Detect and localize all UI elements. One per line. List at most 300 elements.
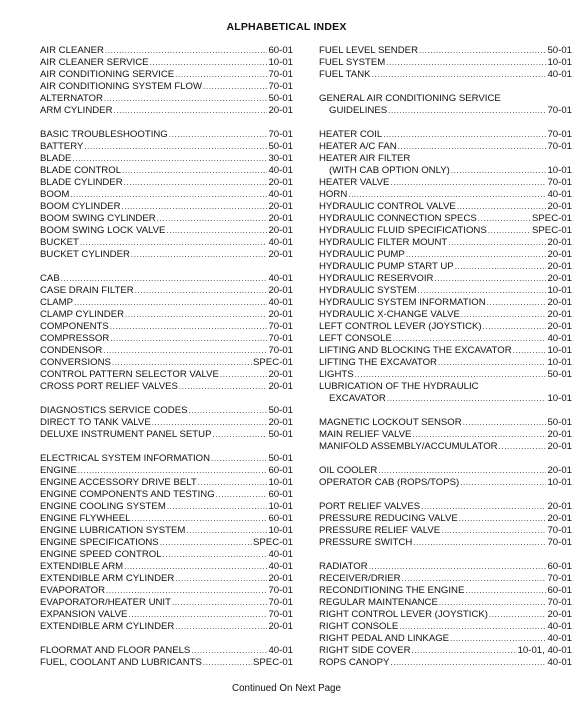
index-entry-page: 50-01 <box>268 93 293 104</box>
index-entry <box>40 525 293 537</box>
index-entry-page: 20-01 <box>547 273 572 284</box>
index-entry-topic: HYDRAULIC PUMP START UP <box>319 261 454 272</box>
index-entry-topic: ENGINE COOLING SYSTEM <box>40 501 166 512</box>
index-entry <box>40 369 293 381</box>
index-entry-topic: ENGINE LUBRICATION SYSTEM <box>40 525 186 536</box>
index-entry <box>319 285 572 297</box>
index-entry <box>40 321 293 333</box>
index-entry <box>319 561 572 573</box>
index-entry-page: 20-01 <box>268 249 293 260</box>
index-entry <box>40 129 293 141</box>
index-entry-topic: RADIATOR <box>319 561 368 572</box>
index-entry <box>40 465 293 477</box>
dot-leader <box>383 129 546 141</box>
index-entry <box>319 141 572 153</box>
dot-leader <box>463 417 547 429</box>
index-entry-page: 10-01 <box>547 285 572 296</box>
dot-leader <box>186 525 267 537</box>
index-entry-page: 20-01 <box>547 441 572 452</box>
dot-leader <box>104 93 268 105</box>
index-entry <box>319 225 572 237</box>
index-entry-page: 70-01 <box>268 129 293 140</box>
dot-leader <box>216 489 268 501</box>
index-entry-page: 40-01 <box>268 165 293 176</box>
index-entry-page: 70-01 <box>547 597 572 608</box>
index-entry-page: 60-01 <box>268 45 293 56</box>
index-entry-topic: AIR CONDITIONING SYSTEM FLOW <box>40 81 203 92</box>
index-entry-topic: RECEIVER/DRIER <box>319 573 401 584</box>
index-entry-topic: BLADE CONTROL <box>40 165 122 176</box>
index-entry-topic: HYDRAULIC SYSTEM <box>319 285 417 296</box>
index-entry-topic: AIR CONDITIONING SERVICE <box>40 69 175 80</box>
index-entry-page: 70-01 <box>547 105 572 116</box>
index-entry-topic: HYDRAULIC CONTROL VALVE <box>319 201 456 212</box>
dot-leader <box>106 585 267 597</box>
index-entry-page: 60-01 <box>547 561 572 572</box>
index-entry-page: 40-01 <box>547 633 572 644</box>
index-entry <box>319 633 572 645</box>
dot-leader <box>125 309 267 321</box>
index-entry-topic: BUCKET CYLINDER <box>40 249 130 260</box>
dot-leader <box>465 585 546 597</box>
dot-leader <box>80 237 268 249</box>
index-entry-topic: PRESSURE SWITCH <box>319 537 413 548</box>
index-entry-topic: BOOM <box>40 189 70 200</box>
index-entry-page: SPEC-01 <box>532 225 572 236</box>
index-entry-page: 40-01 <box>268 645 293 656</box>
index-entry-page: 20-01 <box>268 225 293 236</box>
index-entry <box>40 141 293 153</box>
index-entry <box>319 381 572 393</box>
index-entry-page: 60-01 <box>547 585 572 596</box>
index-entry-topic: CONDENSOR <box>40 345 103 356</box>
index-entry-topic: MAIN RELIEF VALVE <box>319 429 412 440</box>
index-entry-page: 70-01 <box>268 345 293 356</box>
index-entry-page: 40-01 <box>547 621 572 632</box>
index-entry <box>40 237 293 249</box>
index-entry-page: 40-01 <box>268 561 293 572</box>
index-entry-topic: RIGHT PEDAL AND LINKAGE <box>319 633 450 644</box>
index-entry-page: 20-01 <box>547 609 572 620</box>
index-entry-topic: ENGINE <box>40 465 77 476</box>
index-entry-topic: ENGINE COMPONENTS AND TESTING <box>40 489 215 500</box>
index-entry-topic: GENERAL AIR CONDITIONING SERVICE <box>319 93 501 104</box>
index-entry <box>40 477 293 489</box>
index-entry-page: 20-01 <box>268 285 293 296</box>
index-entry <box>40 225 293 237</box>
dot-leader <box>212 429 267 441</box>
index-entry <box>319 501 572 513</box>
index-entry <box>40 333 293 345</box>
index-entry-topic: CLAMP <box>40 297 74 308</box>
index-entry <box>319 273 572 285</box>
index-entry-topic: LEFT CONTROL LEVER (JOYSTICK) <box>319 321 482 332</box>
dot-leader <box>419 45 546 57</box>
index-entry-topic: OIL COOLER <box>319 465 378 476</box>
index-entry-page: 40-01 <box>547 333 572 344</box>
index-entry <box>319 525 572 537</box>
index-entry <box>40 213 293 225</box>
index-entry <box>319 57 572 69</box>
index-entry <box>40 657 293 669</box>
index-entry <box>40 429 293 441</box>
index-entry-page: 20-01 <box>547 201 572 212</box>
index-entry <box>319 249 572 261</box>
dot-leader <box>70 189 267 201</box>
index-entry-page: 70-01 <box>547 141 572 152</box>
index-entry-topic: HORN <box>319 189 348 200</box>
index-entry-page: 40-01 <box>268 297 293 308</box>
index-entry <box>40 381 293 393</box>
index-entry-topic: CLAMP CYLINDER <box>40 309 125 320</box>
index-entry-page: 70-01 <box>268 585 293 596</box>
index-entry-page: 40-01 <box>547 69 572 80</box>
dot-leader <box>451 165 547 177</box>
dot-leader <box>172 597 268 609</box>
index-entry <box>40 537 293 549</box>
dot-leader <box>122 201 268 213</box>
dot-leader <box>434 273 546 285</box>
index-entry <box>40 621 293 633</box>
index-entry <box>40 93 293 105</box>
index-entry <box>40 297 293 309</box>
index-entry-topic: HEATER A/C FAN <box>319 141 397 152</box>
index-entry <box>40 489 293 501</box>
index-entry <box>319 477 572 489</box>
index-column-left <box>40 45 293 669</box>
index-entry <box>40 597 293 609</box>
dot-leader <box>84 141 267 153</box>
index-entry-page: 20-01 <box>547 513 572 524</box>
dot-leader <box>169 129 268 141</box>
index-entry-page: 20-01 <box>547 297 572 308</box>
index-entry-page: 60-01 <box>268 465 293 476</box>
index-entry-page: 20-01 <box>268 201 293 212</box>
index-entry <box>319 573 572 585</box>
dot-leader <box>439 597 547 609</box>
index-entry <box>319 69 572 81</box>
index-entry-topic: HEATER COIL <box>319 129 383 140</box>
index-entry-topic: HYDRAULIC FILTER MOUNT <box>319 237 448 248</box>
index-entry <box>40 57 293 69</box>
index-entry <box>319 261 572 273</box>
index-entry <box>319 345 572 357</box>
index-entry-topic: REGULAR MAINTENANCE <box>319 597 438 608</box>
index-entry-page: 70-01 <box>268 609 293 620</box>
dot-leader <box>372 69 547 81</box>
index-entry-topic: BOOM SWING LOCK VALVE <box>40 225 166 236</box>
dot-leader <box>124 561 267 573</box>
dot-leader <box>150 57 268 69</box>
dot-leader <box>438 357 546 369</box>
index-entry-topic: CAB <box>40 273 60 284</box>
index-entry <box>40 501 293 513</box>
index-entry-page: 70-01 <box>268 597 293 608</box>
index-entry-topic: COMPRESSOR <box>40 333 110 344</box>
index-entry <box>319 597 572 609</box>
index-entry <box>319 465 572 477</box>
dot-leader <box>441 525 546 537</box>
dot-leader <box>124 177 268 189</box>
dot-leader <box>487 297 547 309</box>
index-entry-page: 20-01 <box>547 501 572 512</box>
dot-leader <box>390 177 546 189</box>
index-entry-topic: LIFTING THE EXCAVATOR <box>319 357 437 368</box>
index-entry-topic: LIFTING AND BLOCKING THE EXCAVATOR <box>319 345 512 356</box>
dot-leader <box>110 333 267 345</box>
index-entry-topic: HEATER AIR FILTER <box>319 153 411 164</box>
dot-leader <box>179 381 268 393</box>
dot-leader <box>131 513 267 525</box>
dot-leader <box>211 453 267 465</box>
dot-leader <box>166 225 267 237</box>
index-entry-page: 20-01 <box>268 573 293 584</box>
dot-leader <box>355 369 547 381</box>
index-entry <box>319 237 572 249</box>
index-entry-page: 20-01 <box>547 321 572 332</box>
index-entry-topic: DIAGNOSTICS SERVICE CODES <box>40 405 188 416</box>
dot-leader <box>402 573 547 585</box>
index-entry <box>319 537 572 549</box>
index-entry-topic: EVAPORATOR <box>40 585 106 596</box>
index-entry <box>40 189 293 201</box>
index-entry-topic: PRESSURE REDUCING VALVE <box>319 513 458 524</box>
index-entry-topic: ARM CYLINDER <box>40 105 113 116</box>
dot-leader <box>489 609 546 621</box>
index-entry-topic: BOOM SWING CYLINDER <box>40 213 156 224</box>
index-entry <box>40 81 293 93</box>
index-entry-page: 70-01 <box>268 69 293 80</box>
index-entry <box>40 549 293 561</box>
index-entry-page: 10-01 <box>547 345 572 356</box>
index-entry-topic: HYDRAULIC X-CHANGE VALVE <box>319 309 460 320</box>
index-entry-page: 10-01 <box>268 57 293 68</box>
index-entry-topic: BUCKET <box>40 237 79 248</box>
dot-leader <box>198 477 268 489</box>
index-entry <box>319 189 572 201</box>
dot-leader <box>412 429 546 441</box>
index-entry <box>40 513 293 525</box>
index-entry-topic: RIGHT CONTROL LEVER (JOYSTICK) <box>319 609 488 620</box>
dot-leader <box>167 501 268 513</box>
index-entry-page: 50-01 <box>547 45 572 56</box>
index-entry-page: 20-01 <box>547 249 572 260</box>
index-entry <box>40 177 293 189</box>
index-entry-topic: BATTERY <box>40 141 84 152</box>
continued-note: Continued On Next Page <box>232 683 341 694</box>
index-entry <box>319 645 572 657</box>
index-entry <box>319 213 572 225</box>
dot-leader <box>348 189 546 201</box>
index-entry-topic: (WITH CAB OPTION ONLY) <box>329 165 450 176</box>
index-entry-topic: ENGINE SPECIFICATIONS <box>40 537 159 548</box>
dot-leader <box>175 69 267 81</box>
index-entry-topic: LIGHTS <box>319 369 354 380</box>
index-entry-topic: CROSS PORT RELIEF VALVES <box>40 381 178 392</box>
index-entry-page: 70-01 <box>268 321 293 332</box>
index-entry-page: 70-01 <box>268 81 293 92</box>
dot-leader <box>220 369 268 381</box>
index-entry-page: 70-01 <box>547 573 572 584</box>
index-entry <box>40 405 293 417</box>
index-entry-page: 20-01 <box>268 105 293 116</box>
index-entry-page: 20-01 <box>547 429 572 440</box>
dot-leader <box>461 309 547 321</box>
index-entry-topic: MANIFOLD ASSEMBLY/ACCUMULATOR <box>319 441 498 452</box>
index-entry-topic: ELECTRICAL SYSTEM INFORMATION <box>40 453 211 464</box>
index-entry-page: 70-01 <box>547 129 572 140</box>
index-entry-page: 10-01 <box>547 165 572 176</box>
dot-leader <box>499 441 547 453</box>
index-entry-topic: HYDRAULIC SYSTEM INFORMATION <box>319 297 486 308</box>
index-entry-topic: FLOORMAT AND FLOOR PANELS <box>40 645 191 656</box>
dot-leader <box>448 237 546 249</box>
index-entry-page: 50-01 <box>268 141 293 152</box>
index-entry <box>319 201 572 213</box>
index-entry <box>319 609 572 621</box>
index-entry-page: SPEC-01 <box>253 537 293 548</box>
index-entry <box>40 249 293 261</box>
index-entry-page: 50-01 <box>268 429 293 440</box>
index-entry-page: 60-01 <box>268 513 293 524</box>
index-entry-page: SPEC-01 <box>253 657 293 668</box>
index-entry <box>40 585 293 597</box>
index-entry-topic: PORT RELIEF VALVES <box>319 501 421 512</box>
dot-leader <box>488 225 531 237</box>
index-entry-page: 20-01 <box>268 621 293 632</box>
index-entry-topic: HEATER VALVE <box>319 177 390 188</box>
index-entry <box>319 417 572 429</box>
dot-leader <box>483 321 547 333</box>
index-entry <box>319 441 572 453</box>
dot-leader <box>128 609 267 621</box>
index-entry-topic: RIGHT SIDE COVER <box>319 645 411 656</box>
index-entry-topic: COMPONENTS <box>40 321 109 332</box>
index-entry-page: 50-01 <box>268 405 293 416</box>
index-entry <box>40 153 293 165</box>
index-entry-page: 10-01 <box>547 477 572 488</box>
dot-leader <box>189 405 268 417</box>
index-entry-topic: ROPS CANOPY <box>319 657 390 668</box>
dot-leader <box>105 45 267 57</box>
index-entry-topic: MAGNETIC LOCKOUT SENSOR <box>319 417 462 428</box>
index-entry-page: SPEC-01 <box>253 357 293 368</box>
index-entry-page: 60-01 <box>268 489 293 500</box>
index-entry-page: 10-01 <box>268 501 293 512</box>
dot-leader <box>412 645 517 657</box>
dot-leader <box>388 105 546 117</box>
index-entry-page: 50-01 <box>547 369 572 380</box>
index-entry-topic: EXCAVATOR <box>329 393 386 404</box>
dot-leader <box>457 201 547 213</box>
index-entry-topic: DIRECT TO TANK VALVE <box>40 417 151 428</box>
index-entry-page: 40-01 <box>268 237 293 248</box>
index-entry <box>319 333 572 345</box>
index-entry-topic: ALTERNATOR <box>40 93 103 104</box>
index-entry <box>319 321 572 333</box>
index-entry <box>40 105 293 117</box>
dot-leader <box>399 621 546 633</box>
index-entry <box>319 585 572 597</box>
index-entry-page: 40-01 <box>268 273 293 284</box>
dot-leader <box>112 357 252 369</box>
dot-leader <box>459 513 547 525</box>
dot-leader <box>74 297 267 309</box>
index-entry <box>40 645 293 657</box>
index-entry-topic: ENGINE FLYWHEEL <box>40 513 131 524</box>
index-entry <box>319 153 572 165</box>
dot-leader <box>413 537 546 549</box>
index-entry-topic: BLADE <box>40 153 72 164</box>
index-entry-topic: ENGINE SPEED CONTROL <box>40 549 162 560</box>
index-entry-topic: FUEL SYSTEM <box>319 57 386 68</box>
index-entry-topic: DELUXE INSTRUMENT PANEL SETUP <box>40 429 212 440</box>
index-entry-page: 20-01 <box>547 309 572 320</box>
dot-leader <box>103 345 267 357</box>
index-entry-page: 70-01 <box>268 333 293 344</box>
dot-leader <box>110 321 268 333</box>
index-entry <box>319 369 572 381</box>
index-entry-page: 10-01 <box>268 525 293 536</box>
index-entry-page: 40-01 <box>547 189 572 200</box>
dot-leader <box>135 285 268 297</box>
dot-leader <box>387 393 547 405</box>
index-entry-topic: CASE DRAIN FILTER <box>40 285 134 296</box>
dot-leader <box>191 645 267 657</box>
index-entry-topic: LUBRICATION OF THE HYDRAULIC <box>319 381 479 392</box>
index-entry-page: 40-01 <box>268 549 293 560</box>
dot-leader <box>455 261 547 273</box>
index-entry-page: SPEC-01 <box>532 213 572 224</box>
index-entry <box>319 93 572 105</box>
index-entry <box>319 297 572 309</box>
index-entry-page: 20-01 <box>268 213 293 224</box>
dot-leader <box>369 561 547 573</box>
index-entry-page: 70-01 <box>547 525 572 536</box>
index-entry-topic: GUIDELINES <box>329 105 388 116</box>
index-entry-topic: BOOM CYLINDER <box>40 201 121 212</box>
index-entry-topic: ENGINE ACCESSORY DRIVE BELT <box>40 477 197 488</box>
dot-leader <box>163 549 268 561</box>
index-entry-topic: LEFT CONSOLE <box>319 333 392 344</box>
index-entry <box>319 45 572 57</box>
index-entry-page: 20-01 <box>547 465 572 476</box>
index-entry-page: 10-01 <box>547 57 572 68</box>
index-entry <box>319 513 572 525</box>
index-entry <box>40 357 293 369</box>
index-entry-page: 70-01 <box>547 177 572 188</box>
dot-leader <box>203 657 252 669</box>
index-entry <box>40 609 293 621</box>
dot-leader <box>390 657 546 669</box>
index-entry-page: 10-01 <box>547 357 572 368</box>
dot-leader <box>386 57 546 69</box>
index-entry-page: 40-01 <box>547 657 572 668</box>
index-entry-page: 10-01, 40-01 <box>517 645 572 656</box>
dot-leader <box>157 213 268 225</box>
dot-leader <box>114 105 268 117</box>
index-entry <box>40 201 293 213</box>
index-entry-topic: RECONDITIONING THE ENGINE <box>319 585 465 596</box>
dot-leader <box>78 465 268 477</box>
index-entry <box>319 357 572 369</box>
dot-leader <box>131 249 268 261</box>
page-title: ALPHABETICAL INDEX <box>226 21 347 33</box>
index-entry <box>319 129 572 141</box>
dot-leader <box>450 633 546 645</box>
dot-leader <box>513 345 547 357</box>
index-entry-page: 20-01 <box>268 369 293 380</box>
